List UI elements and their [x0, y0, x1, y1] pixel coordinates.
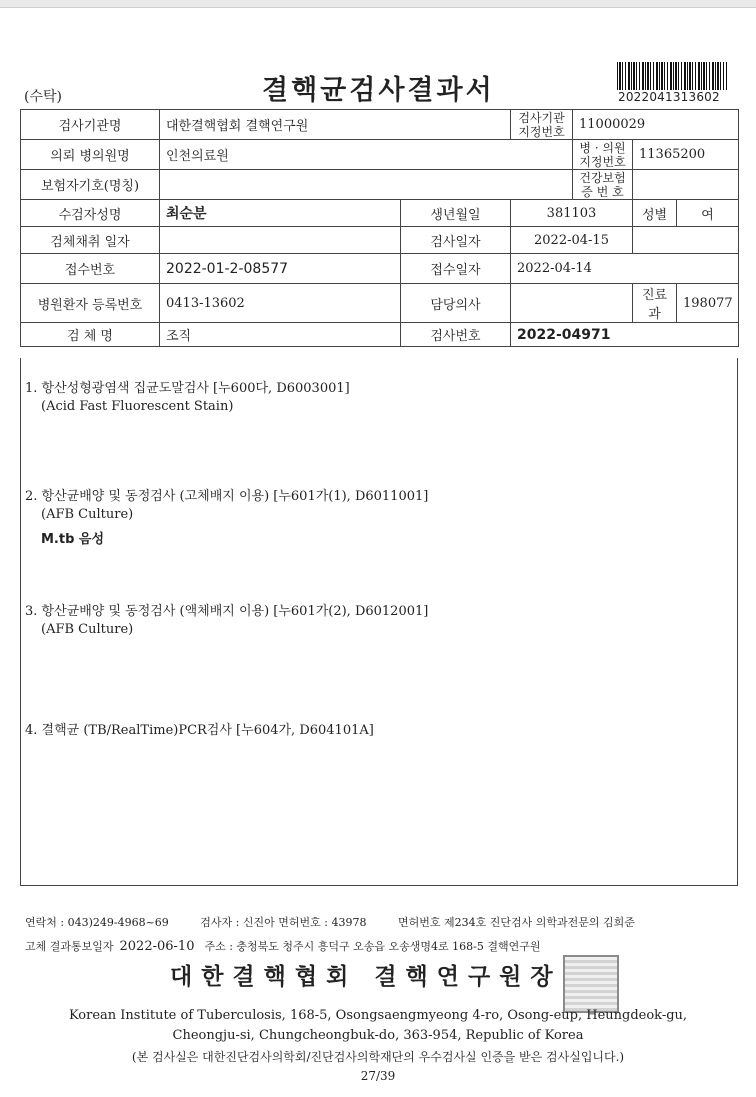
test-title: 2. 항산균배양 및 동정검사 (고체배지 이용) [누601가(1), D6011001]: [25, 489, 429, 504]
patient-name-label: 수검자성명: [21, 200, 160, 227]
license: 면허번호 제234호 진단검사 의학과전문의 김희준: [397, 916, 635, 929]
seal-stamp-icon: [563, 955, 619, 1013]
results-area: [20, 358, 738, 886]
page-title: 결핵균검사결과서: [262, 75, 495, 106]
row-hospital: [21, 140, 739, 170]
specimen-label: 검 체 명: [21, 323, 160, 347]
test-date: 2022-04-15: [511, 227, 633, 254]
row-receipt: [21, 254, 739, 284]
patient-reg: 0413-13602: [160, 284, 401, 323]
hospital-code-label: 병 · 의원 지정번호: [573, 140, 633, 170]
specimen: 조직: [160, 323, 401, 347]
collect-date-label: 검체채취 일자: [21, 227, 160, 254]
examiner: 검사자 : 신진아 면허번호 : 43978: [200, 916, 367, 929]
test-item-2: [25, 488, 428, 547]
row-specimen: [21, 323, 739, 347]
empty-cell: [633, 227, 739, 254]
patient-name: 최순분: [160, 200, 401, 227]
notify-date: 2022-06-10: [119, 939, 195, 954]
hospital-name: 인천의료원: [160, 140, 573, 170]
row-patient: [21, 200, 739, 227]
institute-name: 대한결핵협회 결핵연구원장: [170, 963, 562, 990]
test-title: 3. 항산균배양 및 동정검사 (액체배지 이용) [누601가(2), D6012001]: [25, 604, 429, 619]
doctor: [511, 284, 633, 323]
certification-note: (본 검사실은 대한진단검사의학회/진단검사의학재단의 우수검사실 인증을 받은 검사실입니다.): [131, 1050, 625, 1064]
test-no: 2022-04971: [511, 323, 739, 347]
address-kr: 주소 : 충청북도 청주시 흥덕구 오송읍 오송생명4로 168-5 결핵연구원: [204, 940, 541, 953]
birth: 381103: [511, 200, 633, 227]
footer-notify-line: [25, 938, 541, 954]
lab-code: 11000029: [573, 110, 739, 140]
insured-label: 보험자기호(명칭): [21, 170, 160, 200]
birth-label: 생년월일: [401, 200, 511, 227]
test-title: 1. 항산성형광염색 집균도말검사 [누600다, D6003001]: [25, 381, 350, 396]
test-item-1: [25, 380, 350, 416]
insurance-card-label: 건강보험 증 번 호: [573, 170, 633, 200]
entrust-label: (수탁): [24, 89, 62, 105]
receipt-date: 2022-04-14: [511, 254, 739, 284]
test-title: 4. 결핵균 (TB/RealTime)PCR검사 [누604가, D604101A]: [25, 723, 374, 738]
top-border: [0, 0, 756, 8]
receipt-no-label: 접수번호: [21, 254, 160, 284]
row-dates: [21, 227, 739, 254]
dept: 198077: [677, 284, 739, 323]
test-subtitle: (AFB Culture): [41, 507, 134, 522]
row-reg: [21, 284, 739, 323]
test-item-3: [25, 603, 428, 639]
test-subtitle: (Acid Fast Fluorescent Stain): [41, 399, 234, 414]
address-en-line-2: Cheongju-si, Chungcheongbuk-do, 363-954, Republic of Korea: [172, 1028, 584, 1043]
lab-code-label: 검사기관 지정번호: [511, 110, 573, 140]
dept-label: 진료과: [633, 284, 677, 323]
contact: 연락처 : 043)249-4968~69: [25, 916, 169, 929]
page-number: 27/39: [360, 1069, 396, 1083]
hospital-label: 의뢰 병의원명: [21, 140, 160, 170]
insurance-card-value: [633, 170, 739, 200]
notify-label: 고체 결과통보일자: [25, 940, 114, 953]
lab-name-label: 검사기관명: [21, 110, 160, 140]
receipt-no: 2022-01-2-08577: [160, 254, 401, 284]
barcode-number: 2022041313602: [618, 90, 720, 104]
collect-date: [160, 227, 401, 254]
lab-name: 대한결핵협회 결핵연구원: [160, 110, 511, 140]
test-subtitle: (AFB Culture): [41, 622, 134, 637]
doctor-label: 담당의사: [401, 284, 511, 323]
address-en-line-1: Korean Institute of Tuberculosis, 168-5, Osongsaengmyeong 4-ro, Osong-eup, Heungdeok-gu,: [68, 1008, 688, 1023]
sex-label: 성별: [633, 200, 677, 227]
sex: 여: [677, 200, 739, 227]
receipt-date-label: 접수일자: [401, 254, 511, 284]
row-insured: [21, 170, 739, 200]
test-result: M.tb 음성: [41, 532, 105, 547]
info-table: [20, 109, 739, 347]
barcode-icon: [617, 62, 727, 90]
insured-value: [160, 170, 573, 200]
test-no-label: 검사번호: [401, 323, 511, 347]
test-date-label: 검사일자: [401, 227, 511, 254]
patient-reg-label: 병원환자 등록번호: [21, 284, 160, 323]
footer-contact-line: [25, 914, 663, 930]
hospital-code: 11365200: [633, 140, 739, 170]
test-item-4: [25, 722, 374, 740]
row-lab: [21, 110, 739, 140]
